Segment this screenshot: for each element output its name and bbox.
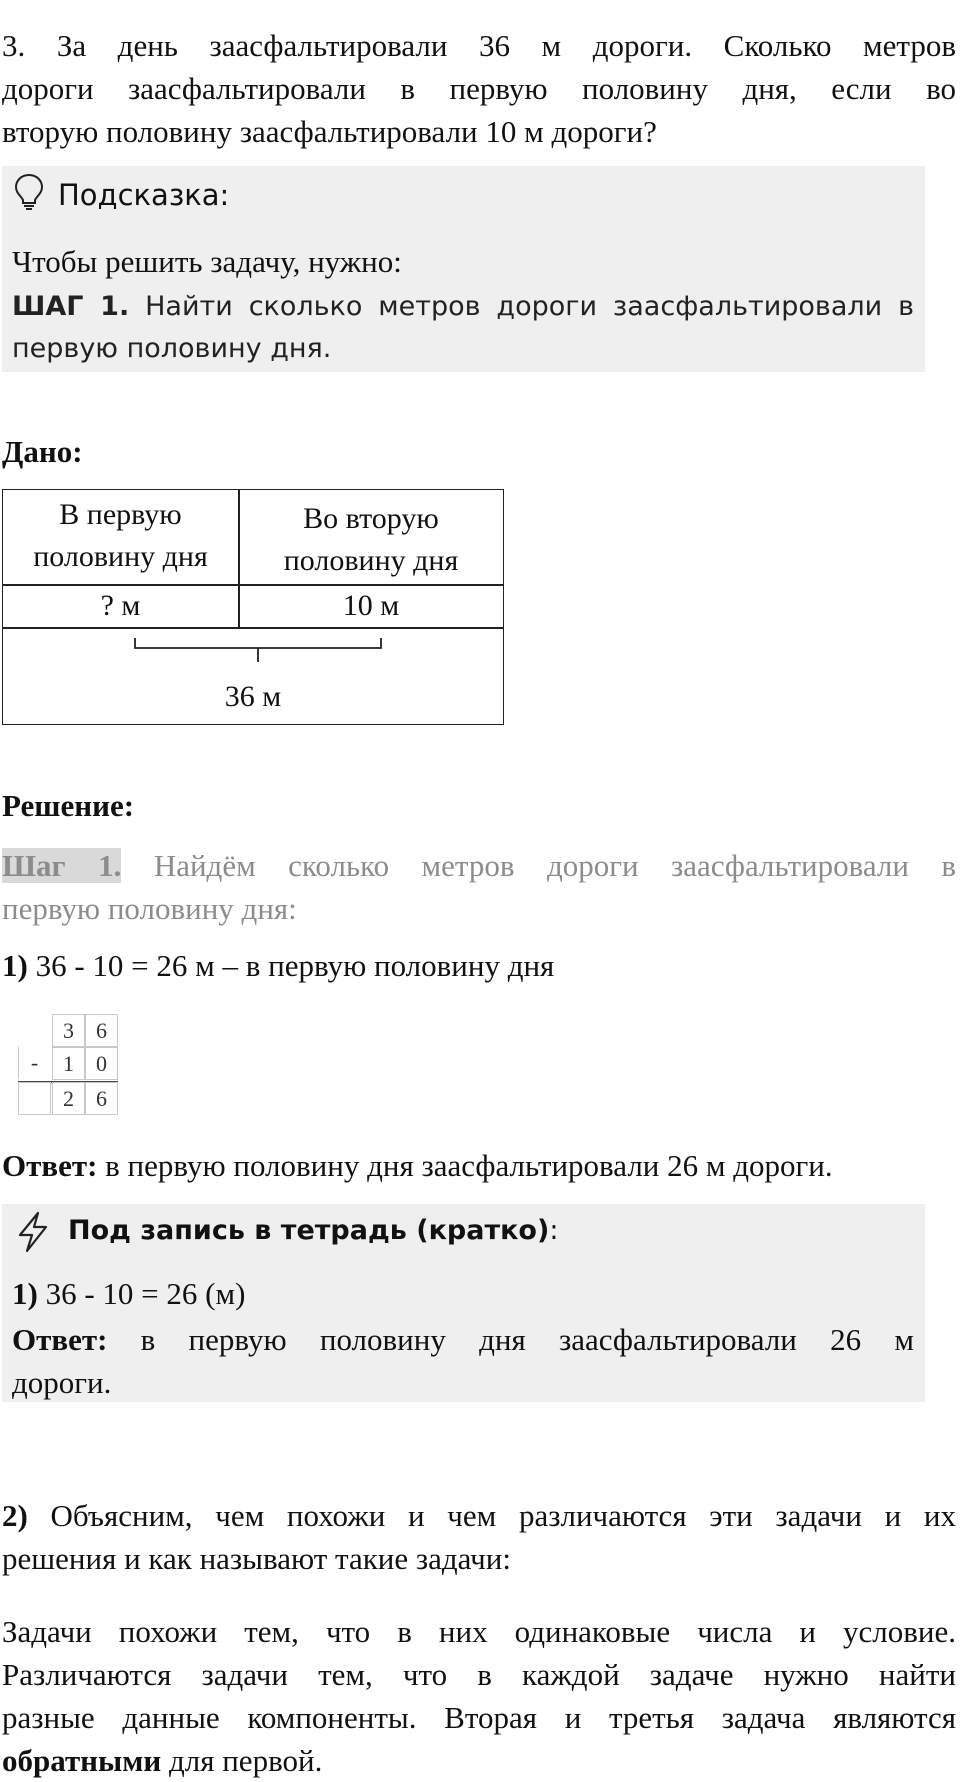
answer-text: в первую половину дня заасфальтировали 26 м дороги. <box>105 1148 833 1183</box>
notebook-title-suffix: : <box>549 1215 559 1246</box>
part2-text: Объясним, чем похожи и чем различаются эти задачи и их <box>50 1498 957 1533</box>
calc-text: 36 - 10 = 26 (м) <box>45 1276 246 1311</box>
hint-step-label: ШАГ 1. <box>12 291 130 322</box>
bold-term: обратными <box>2 1743 162 1778</box>
part2-number: 2) <box>2 1498 28 1533</box>
column-digit: 3 <box>52 1014 85 1047</box>
column-digit: 1 <box>52 1047 85 1080</box>
column-digit: 6 <box>85 1014 118 1047</box>
answer-line <box>2 1148 833 1184</box>
column-subtraction <box>18 1014 122 1118</box>
hint-title <box>58 178 229 212</box>
notebook-title-text: Под запись в тетрадь (кратко) <box>68 1215 550 1246</box>
value-first-half: ? м <box>100 589 141 622</box>
header-line: половину дня <box>33 540 208 573</box>
answer-label: Ответ: <box>2 1148 98 1183</box>
problem-text <box>2 24 956 153</box>
solution-title: Решение: <box>2 788 135 823</box>
step-line <box>2 844 956 887</box>
hint-intro: Чтобы решить задачу, нужно: <box>12 244 402 279</box>
hint-step-text: Найти сколько метров дороги заасфальтировали в <box>145 291 914 322</box>
step-label: Шаг 1. <box>2 848 122 883</box>
calculation-line <box>2 948 554 984</box>
notebook-title <box>68 1215 558 1246</box>
lightbulb-icon <box>12 172 46 212</box>
step-text: Найдём сколько метров дороги заасфальтировали в <box>153 848 957 883</box>
answer-text: в первую половину дня заасфальтировали 26 м <box>140 1322 914 1357</box>
column-digit: 6 <box>85 1082 118 1115</box>
answer-line: дороги. <box>12 1365 112 1400</box>
explanation-line: Задачи похожи тем, что в них одинаковые числа и условие. <box>2 1614 956 1649</box>
given-table <box>2 489 504 725</box>
calc-number: 1) <box>2 948 28 983</box>
answer-line <box>12 1318 914 1361</box>
header-line: В первую <box>59 498 182 531</box>
column-digit: 0 <box>85 1047 118 1080</box>
minus-sign: - <box>18 1046 51 1079</box>
explanation-line: разные данные компоненты. Вторая и третья задача являются <box>2 1700 956 1735</box>
hint-step-line: первую половину дня. <box>12 333 332 364</box>
column-cell <box>18 1082 51 1115</box>
hint-step-line <box>12 286 914 328</box>
explanation-line <box>2 1739 956 1782</box>
problem-line: дороги заасфальтировали в первую половину дня, если во <box>2 71 956 106</box>
given-title: Дано: <box>2 434 83 469</box>
total-brace <box>133 636 383 676</box>
hint-title-text: Подсказка: <box>58 178 230 212</box>
notebook-calc <box>12 1276 245 1312</box>
part2-line: решения и как называют такие задачи: <box>2 1541 511 1576</box>
header-line: Во вторую <box>303 502 439 535</box>
explanation-line: Различаются задачи тем, что в каждой задаче нужно найти <box>2 1657 956 1692</box>
header-first-half <box>3 494 238 578</box>
problem-line: 3. За день заасфальтировали 36 м дороги. Сколько метров <box>2 28 956 63</box>
total-value: 36 м <box>224 680 282 713</box>
problem-line: вторую половину заасфальтировали 10 м дороги? <box>2 114 657 149</box>
part2-explanation <box>2 1610 956 1782</box>
column-digit: 2 <box>52 1082 85 1115</box>
part2-line <box>2 1494 956 1537</box>
header-second-half <box>239 498 503 582</box>
step-line: первую половину дня: <box>2 891 297 926</box>
lightning-icon <box>12 1210 54 1254</box>
column-cell <box>18 1014 51 1047</box>
table-divider <box>3 627 503 629</box>
header-line: половину дня <box>283 544 459 577</box>
notebook-answer <box>12 1318 914 1404</box>
hint-step <box>12 286 914 370</box>
part2-question <box>2 1494 956 1580</box>
value-second-half: 10 м <box>342 589 400 622</box>
explanation-end: для первой. <box>168 1743 323 1778</box>
calc-number: 1) <box>12 1276 38 1311</box>
solution-step <box>2 844 956 930</box>
answer-label: Ответ: <box>12 1322 108 1357</box>
calc-text: 36 - 10 = 26 м – в первую половину дня <box>35 948 555 983</box>
